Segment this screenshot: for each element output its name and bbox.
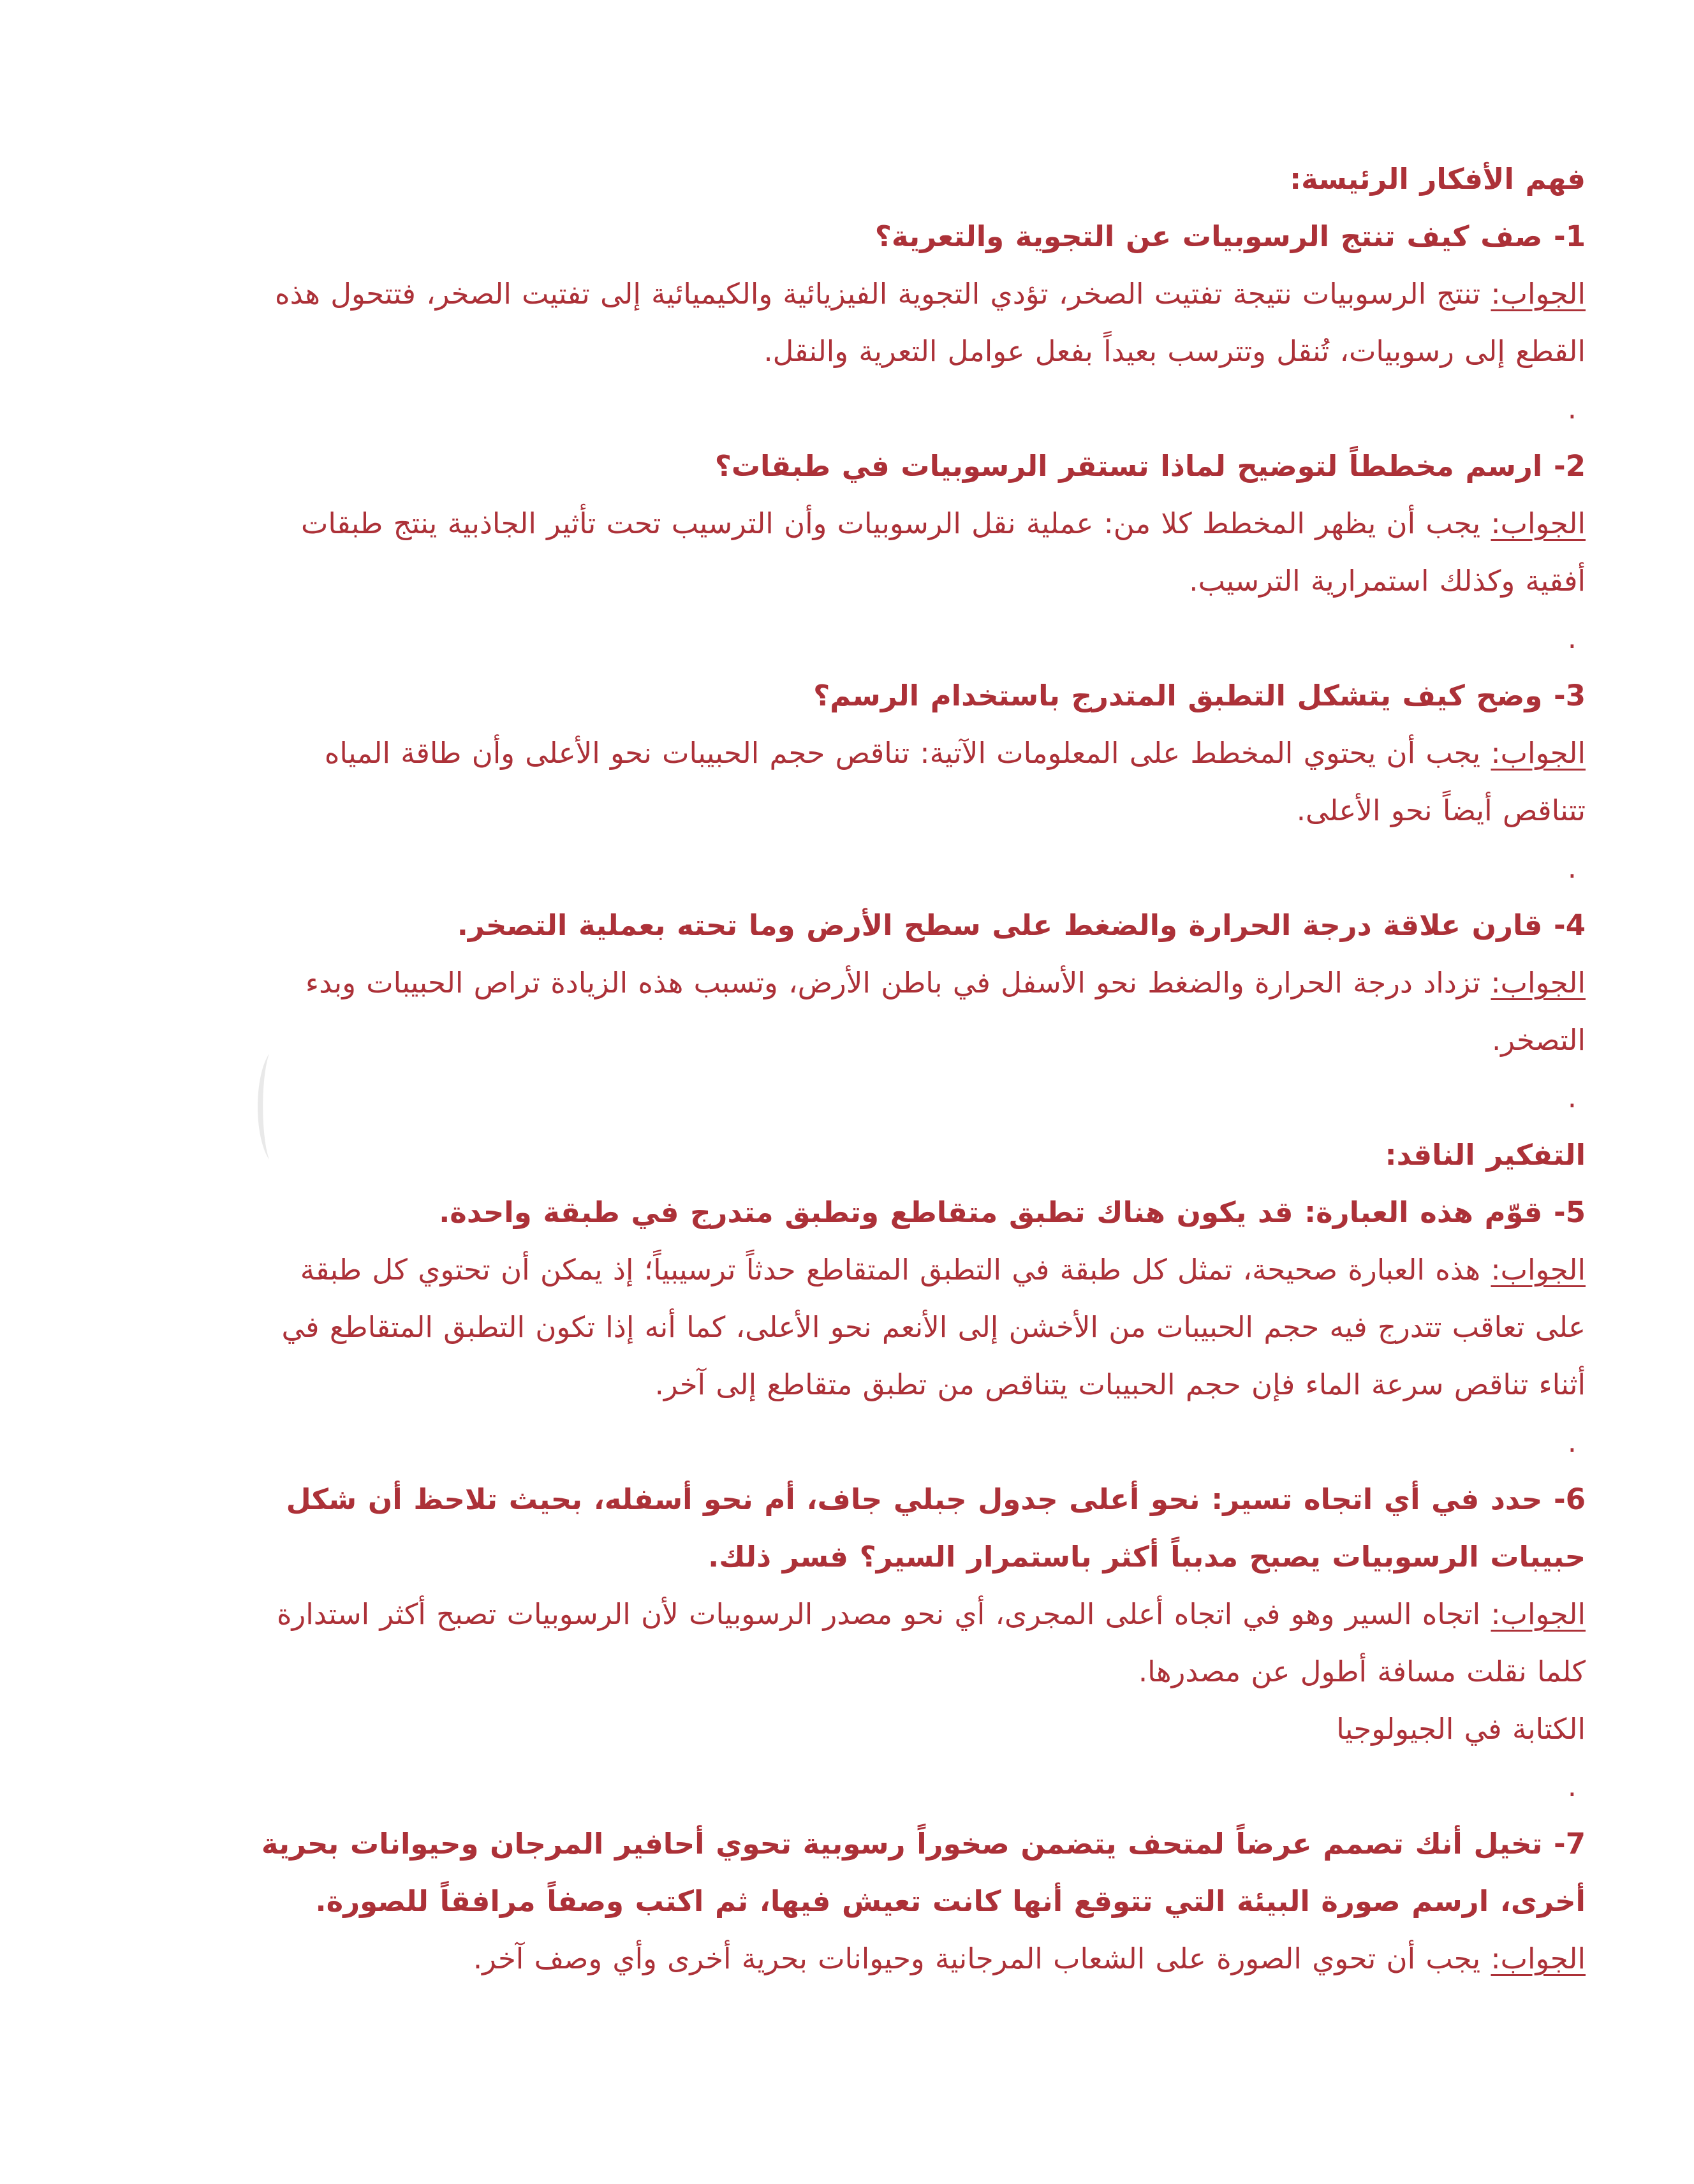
question-5: 5- قوّم هذه العبارة: قد يكون هناك تطبق متقاطع وتطبق متدرج في طبقة واحدة.	[439, 1195, 1586, 1229]
question-6: 6- حدد في أي اتجاه تسير: نحو أعلى جدول جبلي جاف، أم نحو أسفله، بحيث تلاحظ أن شكل حبيبات الرسوبيات يصبح مدبباً أكثر باستمرار السير؟ فسر ذلك.	[286, 1482, 1586, 1574]
separator-dot-3: .	[1567, 851, 1577, 885]
question-4: 4- قارن علاقة درجة الحرارة والضغط على سطح الأرض وما تحته بعملية التصخر.	[457, 908, 1586, 942]
separator-dot-5: .	[1567, 1425, 1577, 1459]
answer-3	[250, 725, 1586, 839]
answer-2-text: يجب أن يظهر المخطط كلا من: عملية نقل الرسوبيات وأن الترسيب تحت تأثير الجاذبية ينتج طبقات أفقية وكذلك استمرارية الترسيب.	[301, 506, 1586, 598]
answer-5	[250, 1241, 1586, 1413]
question-7: 7- تخيل أنك تصمم عرضاً لمتحف يتضمن صخوراً رسوبية تحوي أحافير المرجان وحيوانات بحرية أخرى، ارسم صورة البيئة التي تتوقع أنها كانت تعيش فيها، ثم اكتب وصفاً مرافقاً للصورة.	[261, 1827, 1586, 1918]
separator-dot-2: .	[1567, 621, 1577, 655]
answer-6-label: الجواب:	[1491, 1597, 1586, 1631]
answer-1-label: الجواب:	[1491, 277, 1586, 311]
answer-4	[250, 954, 1586, 1069]
answer-5-text: هذه العبارة صحيحة، تمثل كل طبقة في التطبق المتقاطع حدثاً ترسيبياً؛ إذ يمكن أن تحتوي كل طبقة على تعاقب تتدرج فيه حجم الحبيبات من الأخشن إلى الأنعم نحو الأعلى، كما أنه إذا تكون التطبق المتقاطع في أثناء تناقص سرعة الماء فإن حجم الحبيبات يتناقص من تطبق متقاطع إلى آخر.	[281, 1253, 1586, 1401]
section-heading-writing-in-geology: الكتابة في الجيولوجيا	[1336, 1712, 1586, 1746]
answer-2	[250, 495, 1586, 610]
document-content	[250, 151, 1586, 1988]
section-heading-critical-thinking: التفكير الناقد:	[1385, 1138, 1586, 1172]
separator-dot-1: .	[1567, 392, 1577, 425]
question-2: 2- ارسم مخططاً لتوضيح لماذا تستقر الرسوبيات في طبقات؟	[714, 449, 1586, 483]
answer-6-text: اتجاه السير وهو في اتجاه أعلى المجرى، أي نحو مصدر الرسوبيات لأن الرسوبيات تصبح أكثر استدارة كلما نقلت مسافة أطول عن مصدرها.	[276, 1597, 1586, 1688]
answer-3-label: الجواب:	[1491, 736, 1586, 770]
answer-6	[250, 1586, 1586, 1701]
answer-5-label: الجواب:	[1491, 1253, 1586, 1287]
answer-1	[250, 265, 1586, 380]
question-1: 1- صف كيف تنتج الرسوبيات عن التجوية والتعرية؟	[874, 219, 1586, 253]
answer-2-label: الجواب:	[1491, 506, 1586, 540]
answer-3-text: يجب أن يحتوي المخطط على المعلومات الآتية: تناقص حجم الحبيبات نحو الأعلى وأن طاقة المياه تتناقص أيضاً نحو الأعلى.	[324, 736, 1586, 827]
answer-1-text: تنتج الرسوبيات نتيجة تفتيت الصخر، تؤدي التجوية الفيزيائية والكيميائية إلى تفتيت الصخر، فتتحول هذه القطع إلى رسوبيات، تُنقل وتترسب بعيداً بفعل عوامل التعرية والنقل.	[275, 277, 1586, 368]
answer-7	[250, 1930, 1586, 1988]
separator-dot-4: .	[1567, 1081, 1577, 1114]
answer-7-text: يجب أن تحوي الصورة على الشعاب المرجانية وحيوانات بحرية أخرى وأي وصف آخر.	[473, 1942, 1491, 1975]
answer-7-label: الجواب:	[1491, 1942, 1586, 1975]
separator-dot-6: .	[1567, 1769, 1577, 1803]
section-heading-main-ideas: فهم الأفكار الرئيسة:	[1290, 162, 1586, 196]
answer-4-text: تزداد درجة الحرارة والضغط نحو الأسفل في باطن الأرض، وتسبب هذه الزيادة تراص الحبيبات وبدء التصخر.	[305, 966, 1586, 1057]
question-3: 3- وضح كيف يتشكل التطبق المتدرج باستخدام الرسم؟	[813, 679, 1586, 712]
answer-4-label: الجواب:	[1491, 966, 1586, 1000]
